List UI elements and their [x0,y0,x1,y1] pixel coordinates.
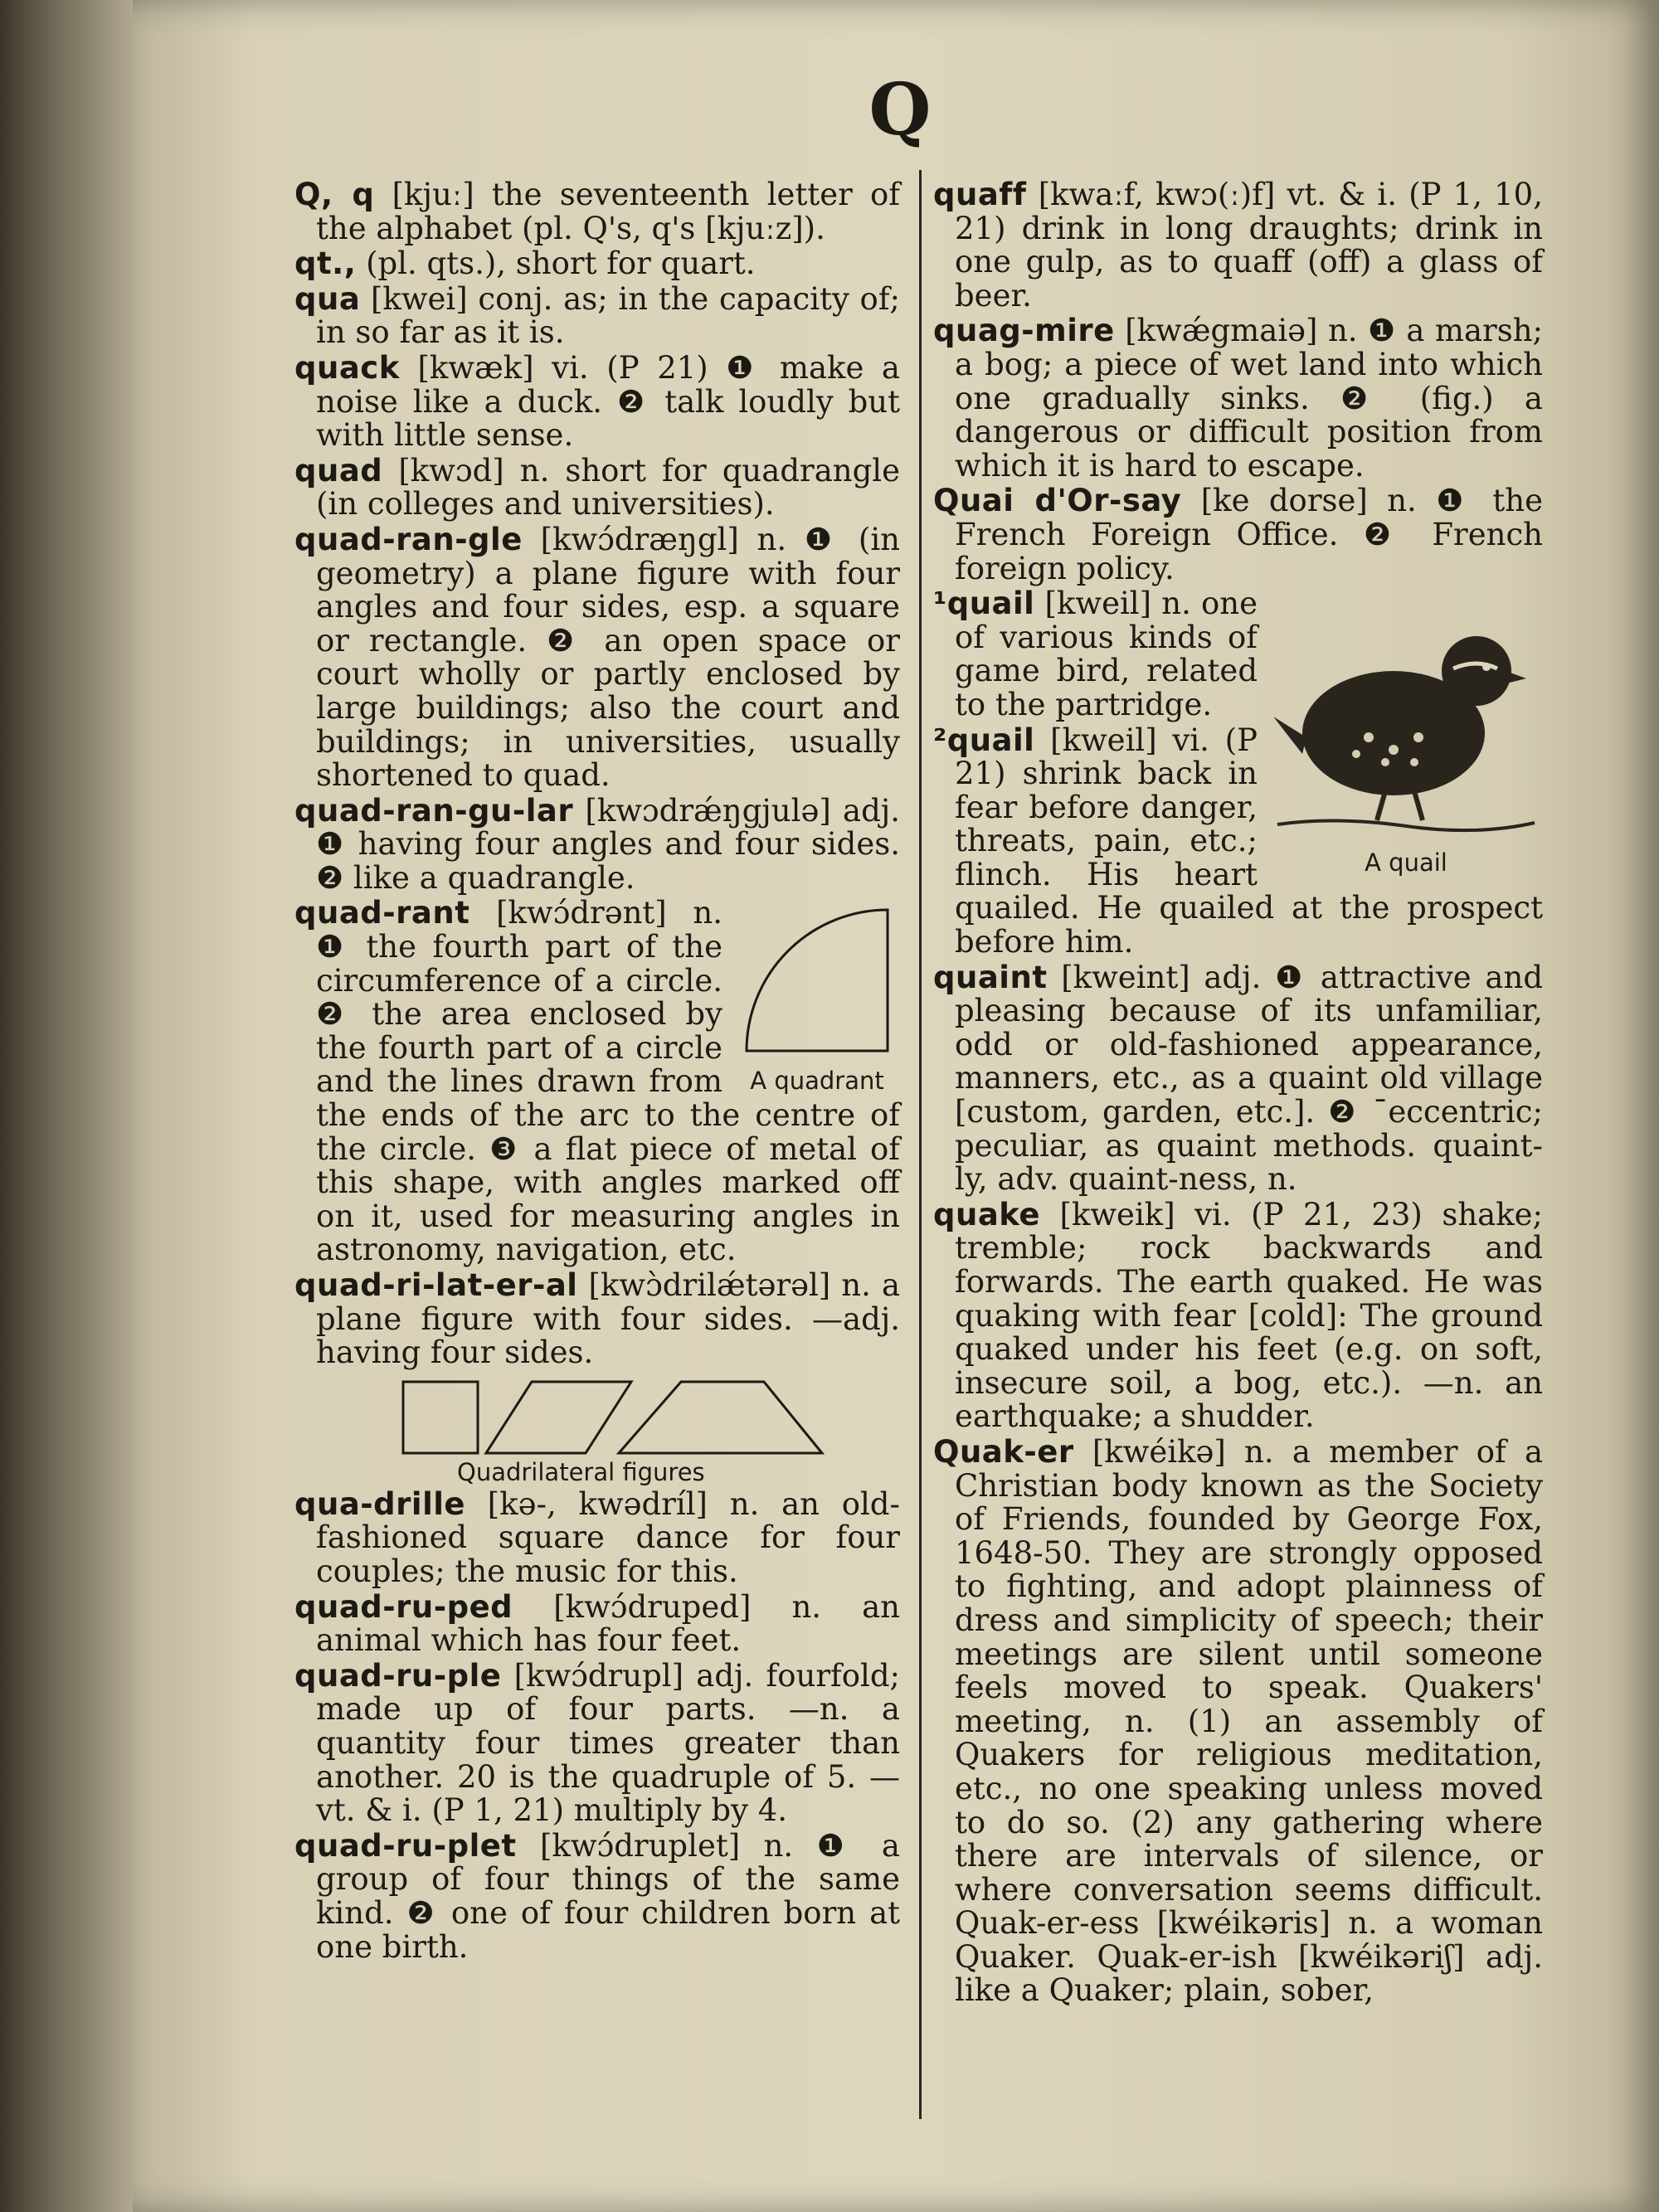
entry [933,961,1543,1197]
quail-figure [1269,592,1543,877]
headword: quad-ru-ped [294,1588,513,1625]
headword: qua-drille [294,1485,466,1522]
entry [294,280,900,351]
definition: [kwɔ́druped] n. an animal which has four feet. [316,1588,901,1659]
definition: [kwɔ́drupl] adj. fourfold; made up of four parts. —n. a quantity four times greater than another. 20 is the quadruple of 5. —vt. & i. (P 1, 21) multiply by 4. [316,1657,900,1829]
definition: [kwɔdrǽŋgjulə] adj. ❶ having four angles and four sides. ❷ like a quadrangle. [316,792,900,896]
headword: quad-ri-lat-er-al [294,1267,578,1303]
headword: Quak-er [933,1433,1074,1470]
entry [933,314,1543,483]
entry [294,1588,901,1659]
definition: [kweil] n. one of various kinds of game bird, related to the partridge. [955,586,1258,722]
headword: quad-ran-gu-lar [294,792,574,829]
entry [294,1827,900,1965]
headword: qua [294,280,361,317]
definition: [kwæk] vi. (P 21) ❶ make a noise like a duck. ❷ talk loudly but with little sense. [316,349,900,454]
headword: Quai d'Or-say [933,483,1182,519]
quadrant-icon [734,902,900,1059]
headword: quack [294,349,400,386]
quadrilateral-figures [399,1375,900,1486]
definition: [kweik] vi. (P 21, 23) shake; tremble; rock backwards and forwards. The earth quaked. He was quaking with fear [cold]: The ground quaked under his feet (e.g. on soft, insecure soil, a bog, etc.). —n. an earthquake; a shudder. [955,1196,1544,1435]
quadrant-caption: A quadrant [750,1067,884,1096]
entry [294,1657,900,1829]
entry [294,1485,900,1589]
headword: quag-mire [933,313,1115,349]
column-divider [919,170,922,2119]
headword: quad [294,452,383,489]
entry [294,523,900,793]
entry [294,349,900,454]
definition: [kwɔd] n. short for quadrangle (in colleges and universities). [316,452,901,523]
definition: [kwei] conj. as; in the capacity of; in so far as it is. [316,280,900,351]
entry [933,484,1543,586]
headword: quad-ran-gle [294,521,523,557]
quadrilateral-caption: Quadrilateral figures [457,1457,705,1486]
definition: [kwéikə] n. a member of a Christian body known as the Society of Friends, founded by George Fox, 1648-50. They are strongly opposed to fighting, and adopt plainness of dress and simplicity of speech; their meetings are silent until someone feels moved to speak. Quakers' meeting, n. (1) an assembly of Quakers for religious meditation, etc., no one speaking unless moved to do so. (2) any gathering where there are intervals of silence, or where conversation seems difficult. Quak-er-ess [kwéikəris] n. a woman Quaker. Quak-er-ish [kwéikəriʃ] adj. like a Quaker; plain, sober, [955,1433,1543,2009]
definition: [kwɔ̀drilǽtərəl] n. a plane figure with four sides. —adj. having four sides. [316,1267,901,1371]
definition: [kweil] vi. (P 21) shrink back in fear before danger, threats, pain, etc.; flinch. His heart quailed. He quailed at the prospect before him. [955,722,1543,960]
entry [294,178,900,246]
headword: qt., [294,246,357,282]
quadrilateral-icon [399,1375,830,1458]
entry [294,247,900,281]
definition: [ke dorse] n. ❶ the French Foreign Office. ❷ French foreign policy. [955,483,1544,586]
headword: quad-ru-ple [294,1657,502,1694]
definition: [kjuː] the seventeenth letter of the alphabet (pl. Q's, q's [kjuːz]). [316,177,900,246]
headword: ¹quail [933,586,1035,622]
entry [294,792,900,896]
definition: [kwɔ́dræŋgl] n. ❶ (in geometry) a plane figure with four angles and four sides, esp. a square or rectangle. ❷ an open space or court wholly or partly enclosed by large buildings; also the court and buildings; in universities, usually shortened to quad. [316,521,900,794]
headword: quaint [933,959,1048,995]
quail-caption: A quail [1365,848,1447,877]
entry [933,1198,1543,1434]
entry [294,1269,900,1486]
page-letter-heading: Q [868,68,932,152]
definition: [kwɔ́drənt] n. ❶ the fourth part of the circumference of a circle. ❷ the area enclosed by the fourth part of a circle and the lines drawn from the ends of the arc to the centre of the circle. ❸ a flat piece of metal of this shape, with angles marked off on it, used for measuring angles in astronomy, navigation, etc. [316,895,900,1268]
definition: [kwɔ́druplet] n. ❶ a group of four things of the same kind. ❷ one of four children born at one birth. [316,1827,900,1965]
entry [933,1433,1543,2009]
definition: (pl. qts.), short for quart. [366,246,756,282]
quail-icon [1269,592,1543,841]
headword: ²quail [933,722,1035,758]
definition: [kə-, kwədríl] n. an old-fashioned square dance for four couples; the music for this. [316,1485,900,1589]
definition: [kwǽgmaiə] n. ❶ a marsh; a bog; a piece of wet land into which one gradually sinks. ❷ (fig.) a dangerous or difficult position from which it is hard to escape. [955,313,1543,484]
headword: quad-rant [294,895,470,931]
definition: [kweint] adj. ❶ attractive and pleasing because of its unfamiliar, odd or old-fashioned appearance, manners, etc., as a quaint old village [custom, garden, etc.]. ❷ ˉeccentric; peculiar, as quaint methods. quaint-ly, adv. quaint-ness, n. [955,959,1544,1198]
entry [933,178,1543,313]
headword: Q, q [294,177,375,212]
headword: quaff [933,177,1027,212]
left-column [294,178,900,1966]
headword: quake [933,1196,1041,1232]
definition: [kwaːf, kwɔ(ː)f] vt. & i. (P 1, 10, 21) drink in long draughts; drink in one gulp, as to quaff (off) a glass of beer. [955,177,1543,314]
headword: quad-ru-plet [294,1827,517,1864]
entry [294,897,900,1267]
quadrant-figure [734,902,900,1095]
right-column [933,178,1543,2010]
entry [294,452,901,523]
